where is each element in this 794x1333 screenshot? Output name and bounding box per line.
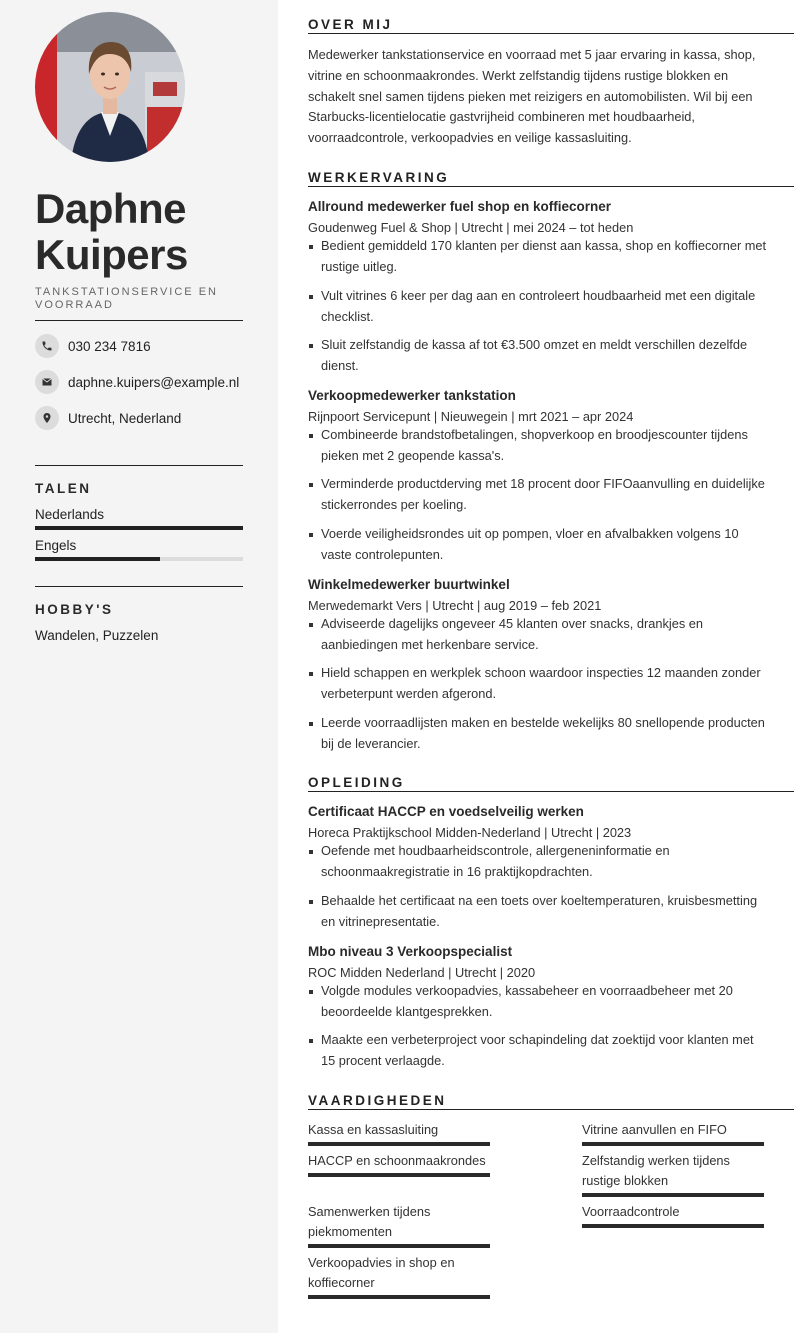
skill-bar (582, 1193, 764, 1197)
skill-bar (582, 1224, 764, 1228)
sidebar (0, 0, 278, 1333)
skill-label: Kassa en kassasluiting (308, 1122, 439, 1137)
skill-item (308, 1202, 490, 1248)
job-bullet: Leerde voorraadlijsten maken en bestelde wekelijks 80 snellopende producten bij de leverancier. (308, 713, 768, 755)
education-meta: ROC Midden Nederland | Utrecht | 2020 (308, 965, 536, 980)
skill-item (582, 1202, 764, 1228)
education-bullet: Maakte een verbeterproject voor schapindeling dat zoektijd voor klanten met 15 procent verlaagde. (308, 1030, 768, 1072)
skill-item (308, 1151, 490, 1177)
mail-icon (35, 370, 59, 394)
job-bullet: Vult vitrines 6 keer per dag aan en controleert houdbaarheid met een digitale checklist. (308, 286, 768, 328)
skill-label: Verkoopadvies in shop en koffiecorner (308, 1255, 455, 1290)
contact-email[interactable] (35, 370, 265, 394)
divider (35, 320, 243, 321)
job-bullet: Voerde veiligheidsrondes uit op pompen, vloer en afvalbakken volgens 10 vaste controlepunten. (308, 524, 768, 566)
job-meta: Merwedemarkt Vers | Utrecht | aug 2019 – feb 2021 (308, 598, 602, 613)
skill-item (308, 1253, 490, 1299)
language-label: Nederlands (35, 507, 105, 522)
language-level-fill (35, 557, 160, 561)
skill-bar (308, 1244, 490, 1248)
job-bullet: Sluit zelfstandig de kassa af tot €3.500 omzet en meldt verschillen dezelfde dienst. (308, 335, 768, 377)
education-bullet: Behaalde het certificaat na een toets over koeltemperaturen, kruisbesmetting en vitrinepresentatie. (308, 891, 768, 933)
skill-label: Samenwerken tijdens piekmomenten (308, 1204, 431, 1239)
job-bullet: Hield schappen en werkplek schoon waardoor inspecties 12 maanden zonder verbeterpunt werden afgerond. (308, 663, 768, 705)
location-pin-icon (35, 406, 59, 430)
skill-bar (308, 1173, 490, 1177)
hobbies-heading: HOBBY'S (35, 602, 114, 617)
divider (35, 465, 243, 466)
language-level-fill (35, 526, 243, 530)
education-meta: Horeca Praktijkschool Midden-Nederland | Utrecht | 2023 (308, 825, 632, 840)
education-heading: OPLEIDING (308, 775, 794, 792)
about-heading: OVER MIJ (308, 17, 794, 34)
name-first: Daphne (35, 185, 187, 232)
candidate-name (35, 186, 265, 278)
skill-item (582, 1151, 764, 1197)
skill-item (582, 1120, 764, 1146)
job-title: Winkelmedewerker buurtwinkel (308, 577, 510, 592)
about-text: Medewerker tankstationservice en voorraad met 5 jaar ervaring in kassa, shop, vitrine en schoonmaakrondes. Werkt zelfstandig tijdens rustige blokken en schakelt snel samen tijdens pieken met reizigers en automobilisten. Wil bij een Starbucks-licentielocatie gastvrijheid combineren met houdbaarheid, voorraadcontrole, verkoopadvies en veilige kassasluiting. (308, 47, 756, 146)
job-bullet: Combineerde brandstofbetalingen, shopverkoop en broodjescounter tijdens pieken met 2 geopende kassa's. (308, 425, 768, 467)
experience-heading: WERKERVARING (308, 170, 794, 187)
contact-phone[interactable] (35, 334, 265, 358)
job-meta: Rijnpoort Servicepunt | Nieuwegein | mrt 2021 – apr 2024 (308, 409, 634, 424)
divider (35, 586, 243, 587)
education-title: Certificaat HACCP en voedselveilig werken (308, 804, 584, 819)
language-level-bar (35, 526, 243, 530)
education-bullet: Volgde modules verkoopadvies, kassabeheer en voorraadbeheer met 20 beoordeelde klantgesprekken. (308, 981, 768, 1023)
skill-label: Zelfstandig werken tijdens rustige blokken (582, 1153, 730, 1188)
email-text: daphne.kuipers@example.nl (68, 374, 240, 390)
job-bullet: Adviseerde dagelijks ongeveer 45 klanten over snacks, drankjes en aanbiedingen met herkenbare service. (308, 614, 768, 656)
phone-icon (35, 334, 59, 358)
profile-photo (35, 12, 185, 162)
job-title: Verkoopmedewerker tankstation (308, 388, 516, 403)
job-role: TANKSTATIONSERVICE EN VOORRAAD (35, 286, 218, 311)
hobbies-text: Wandelen, Puzzelen (35, 628, 159, 643)
job-bullet: Bedient gemiddeld 170 klanten per dienst aan kassa, shop en koffiecorner met rustige uitleg. (308, 236, 768, 278)
language-label: Engels (35, 538, 77, 553)
job-meta: Goudenweg Fuel & Shop | Utrecht | mei 2024 – tot heden (308, 220, 634, 235)
location-text: Utrecht, Nederland (68, 410, 182, 426)
job-bullet: Verminderde productderving met 18 procent door FIFOaanvulling en duidelijke stickerrondes per koeling. (308, 474, 768, 516)
job-title: Allround medewerker fuel shop en koffiecorner (308, 199, 612, 214)
education-title: Mbo niveau 3 Verkoopspecialist (308, 944, 513, 959)
skill-bar (308, 1142, 490, 1146)
contact-location (35, 406, 265, 430)
skill-label: Vitrine aanvullen en FIFO (582, 1122, 727, 1137)
phone-text: 030 234 7816 (68, 338, 151, 354)
skill-item (308, 1120, 490, 1146)
name-last: Kuipers (35, 231, 188, 278)
skill-label: HACCP en schoonmaakrondes (308, 1153, 486, 1168)
languages-heading: TALEN (35, 481, 92, 496)
education-bullet: Oefende met houdbaarheidscontrole, allergeneninformatie en schoonmaakregistratie in 16 praktijkopdrachten. (308, 841, 768, 883)
skills-heading: VAARDIGHEDEN (308, 1093, 794, 1110)
language-level-bar (35, 557, 243, 561)
skill-bar (582, 1142, 764, 1146)
skill-label: Voorraadcontrole (582, 1204, 680, 1219)
skill-bar (308, 1295, 490, 1299)
